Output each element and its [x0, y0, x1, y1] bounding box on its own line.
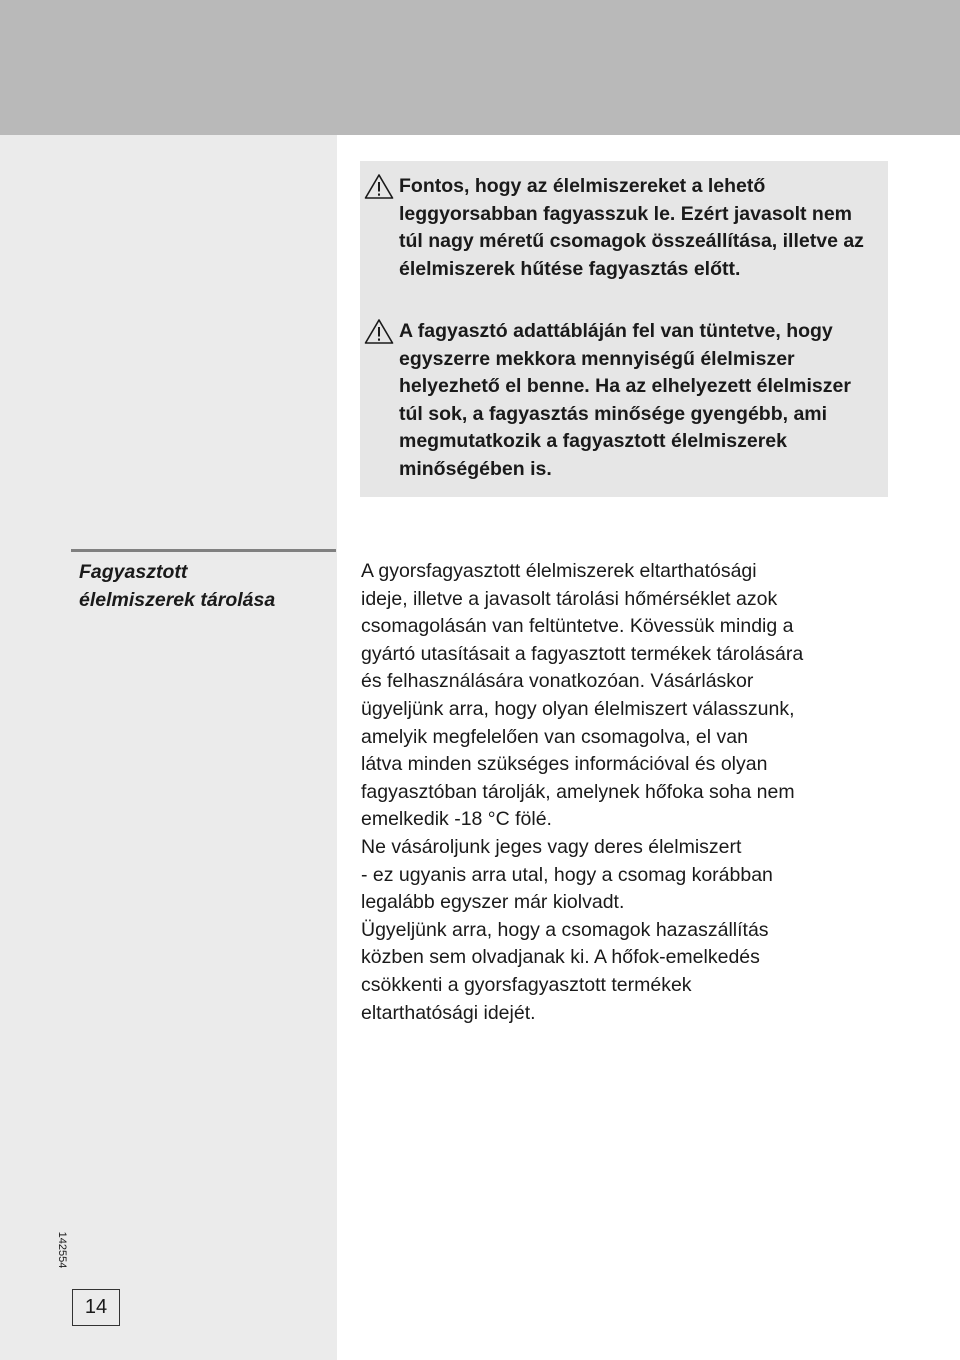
section-heading-line: Fagyasztott [79, 561, 188, 583]
body-line: közben sem olvadjanak ki. A hőfok-emelkedés [361, 946, 760, 969]
body-line: Ne vásároljunk jeges vagy deres élelmiszert [361, 835, 742, 858]
left-margin-column [0, 135, 337, 1360]
warning-text: A fagyasztó adattábláján fel van tüntetve, hogy egyszerre mekkora mennyiségű élelmiszer helyezhető el benne. Ha az elhelyezett élelmiszer túl sok, a fagyasztás minősége gyengébb, ami megmutatkozik a fagyasztott élelmiszerek minőségében is. [399, 320, 851, 480]
body-line: A gyorsfagyasztott élelmiszerek eltarthatósági [361, 560, 757, 582]
body-line: Ügyeljünk arra, hogy a csomagok hazaszállítás [361, 918, 769, 941]
body-line: ügyeljünk arra, hogy olyan élelmiszert válasszunk, [361, 697, 795, 720]
body-line: fagyasztóban tárolják, amelynek hőfoka soha nem [361, 780, 795, 803]
top-header-band [0, 0, 960, 135]
section-heading-line: élelmiszerek tárolása [79, 589, 276, 611]
warning-text: Fontos, hogy az élelmiszereket a lehető leggyorsabban fagyasszuk le. Ezért javasolt nem túl nagy méretű csomagok összeállítása, illetve az élelmiszerek hűtése fagyasztás előtt. [399, 175, 864, 280]
warning-triangle-icon [364, 318, 394, 345]
body-line: legalább egyszer már kiolvadt. [361, 891, 625, 914]
body-line: amelyik megfelelően van csomagolva, el van [361, 725, 748, 748]
body-line: eltarthatósági idejét. [361, 1001, 536, 1024]
body-line: csökkenti a gyorsfagyasztott termékek [361, 973, 692, 996]
page-number: 14 [72, 1289, 120, 1326]
document-code-text: 142554 [56, 1231, 68, 1269]
body-line: emelkedik -18 °C fölé. [361, 808, 552, 831]
body-line: és felhasználására vonatkozóan. Vásárláskor [361, 670, 754, 693]
body-line: ideje, illetve a javasolt tárolási hőmérséklet azok [361, 587, 778, 610]
body-line: csomagolásán van feltüntetve. Kövessük mindig a [361, 615, 794, 638]
section-heading [79, 558, 329, 614]
body-line: - ez ugyanis arra utal, hogy a csomag korábban [361, 863, 773, 886]
warning-triangle-icon [364, 173, 394, 200]
section-divider [71, 549, 336, 552]
document-code [52, 1230, 72, 1270]
body-line: látva minden szükséges információval és olyan [361, 753, 768, 776]
section-body [361, 558, 901, 1027]
body-line: gyártó utasításait a fagyasztott termékek tárolására [361, 642, 804, 665]
